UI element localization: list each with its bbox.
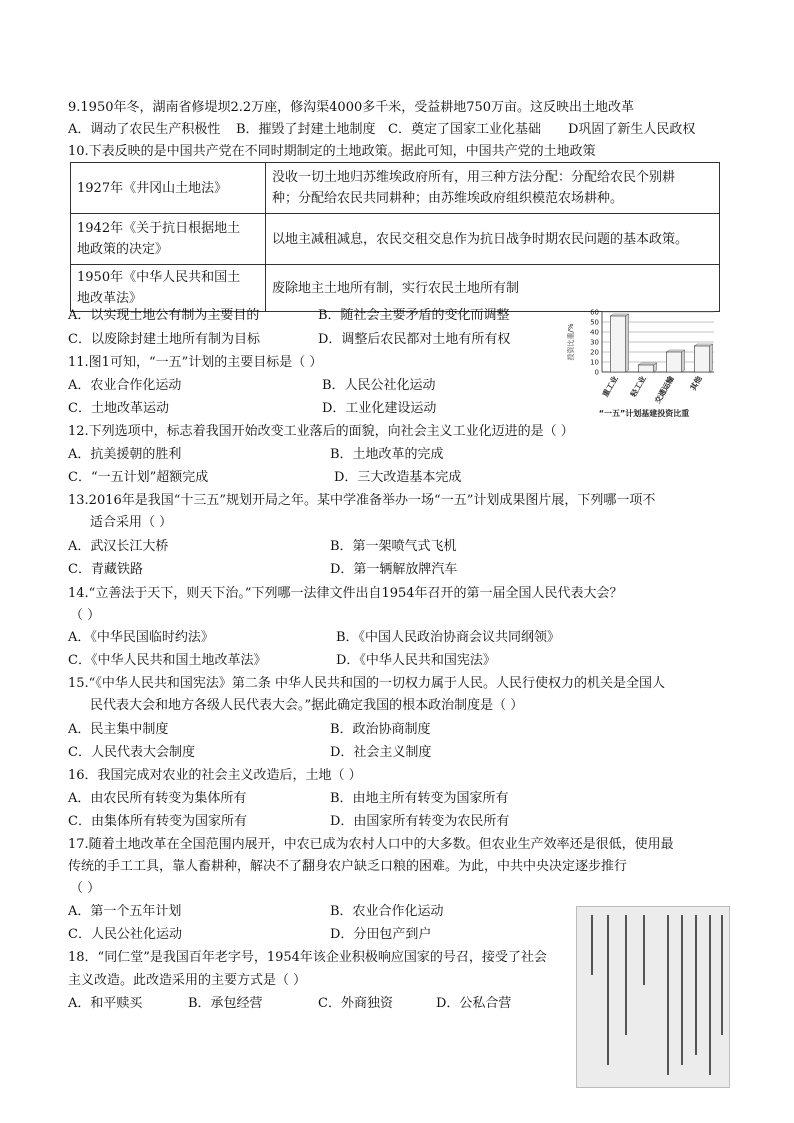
law-cell: 1950年《中华人民共和国土 地改革法》 <box>71 265 266 312</box>
q9-stem: 9.1950年冬，湖南省修堤坝2.2万座，修沟渠4000多千米，受益耕地750万亩。这反映出土地改革 <box>68 100 635 115</box>
q18-stem-line1: 18．“同仁堂”是我国百年老字号，1954年该企业积极响应国家的号召，接受了社会 <box>68 950 547 965</box>
q14-option-a[interactable]: A．《中华民国临时约法》 <box>68 630 214 645</box>
q10-option-b[interactable]: B．随社会主要矛盾的变化而调整 <box>318 308 510 323</box>
y-tick-label: 40 <box>590 328 599 337</box>
y-axis-label: 投资比重/% <box>567 323 575 361</box>
q9-option-d[interactable]: D巩固了新生人民政权 <box>568 122 696 137</box>
script-column <box>709 915 711 1075</box>
q13-option-b[interactable]: B．第一架喷气式飞机 <box>330 539 457 554</box>
q14-stem-line2: （ ） <box>70 608 101 623</box>
y-tick-label: 50 <box>590 318 599 327</box>
x-category-label: 重工业 <box>600 374 620 399</box>
y-tick-label: 30 <box>590 338 599 347</box>
q9-option-a[interactable]: A．调动了农民生产积极性 <box>68 122 221 137</box>
law-cell: 1927年《井冈山土地法》 <box>71 163 266 214</box>
script-column <box>591 915 593 975</box>
y-tick-label: 10 <box>590 358 599 367</box>
q18-option-a[interactable]: A．和平赎买 <box>68 996 143 1011</box>
q13-option-a[interactable]: A．武汉长江大桥 <box>68 539 169 554</box>
q12-option-a[interactable]: A．抗美援朝的胜利 <box>68 447 182 462</box>
q10-stem: 10.下表反映的是中国共产党在不同时期制定的土地政策。据此可知，中国共产党的土地政策 <box>68 144 596 159</box>
script-column <box>607 915 609 1065</box>
x-category-label: 其他 <box>688 374 704 392</box>
q12-option-d[interactable]: D．三大改造基本完成 <box>334 470 462 485</box>
q15-option-d[interactable]: D．社会主义制度 <box>330 745 432 760</box>
q11-option-b[interactable]: B．人民公社化运动 <box>322 378 436 393</box>
q16-option-a[interactable]: A．由农民所有转变为集体所有 <box>68 791 247 806</box>
x-category-label: 交通运输 <box>652 374 676 405</box>
q10-option-c[interactable]: C．以废除封建土地所有制为目标 <box>68 332 260 347</box>
q11-stem: 11.图1可知，“一五”计划的主要目标是（ ） <box>68 355 323 370</box>
bar-side <box>682 350 685 372</box>
q16-option-c[interactable]: C．由集体所有转变为国家所有 <box>68 814 247 829</box>
script-column <box>681 915 683 1065</box>
q16-option-b[interactable]: B．由地主所有转变为国家所有 <box>330 791 509 806</box>
q12-option-b[interactable]: B．土地改革的完成 <box>330 447 444 462</box>
q11-option-d[interactable]: D．工业化建设运动 <box>322 401 437 416</box>
table-row <box>71 265 720 312</box>
q13-option-c[interactable]: C．青藏铁路 <box>68 562 143 577</box>
y-tick-label: 0 <box>594 368 599 377</box>
q15-option-a[interactable]: A．民主集中制度 <box>68 722 169 737</box>
q14-option-d[interactable]: D．《中华人民共和国宪法》 <box>336 653 496 668</box>
y-tick-label: 20 <box>590 348 599 357</box>
table-row <box>71 163 720 214</box>
q16-stem: 16．我国完成对农业的社会主义改造后，土地（ ） <box>68 768 362 783</box>
q17-option-d[interactable]: D．分田包产到户 <box>330 927 432 942</box>
q17-option-c[interactable]: C．人民公社化运动 <box>68 927 182 942</box>
q14-option-b[interactable]: B．《中国人民政治协商会议共同纲领》 <box>336 630 561 645</box>
x-category-label: 轻工业 <box>628 374 648 399</box>
table-row <box>71 214 720 265</box>
q10-option-d[interactable]: D．调整后农民都对土地有所有权 <box>318 332 511 347</box>
q10-option-a[interactable]: A．以实现土地公有制为主要目的 <box>68 308 260 323</box>
q18-option-d[interactable]: D．公私合营 <box>436 996 512 1011</box>
script-column <box>695 915 697 1055</box>
q15-stem-line1: 15.“《中华人民共和国宪法》第二条 中华人民共和国的一切权力属于人民。人民行使权力的机关是全国人 <box>68 676 665 691</box>
q13-stem-line2: 适合采用（ ） <box>90 515 173 530</box>
q18-option-c[interactable]: C．外商独资 <box>318 996 393 1011</box>
investment-bar-chart <box>568 306 718 420</box>
q9-option-c[interactable]: C．奠定了国家工业化基础 <box>388 122 541 137</box>
bar <box>610 316 625 372</box>
policy-cell: 没收一切土地归苏维埃政府所有，用三种方法分配：分配给农民个别耕 种；分配给农民共同耕种；由苏维埃政府组织模范农场耕种。 <box>266 163 720 214</box>
q15-option-b[interactable]: B．政治协商制度 <box>330 722 431 737</box>
historical-document-image <box>576 906 730 1088</box>
q17-stem-line1: 17.随着土地改革在全国范围内展开，中农已成为农村人口中的大多数。但农业生产效率还是很低，使用最 <box>68 837 674 852</box>
q13-stem-line1: 13.2016年是我国“十三五”规划开局之年。某中学准备举办一场“一五”计划成果图片展，下列哪一项不 <box>68 493 656 508</box>
q16-option-d[interactable]: D．由国家所有转变为农民所有 <box>330 814 510 829</box>
policy-cell: 废除地主土地所有制，实行农民土地所有制 <box>266 265 720 312</box>
q9-option-b[interactable]: B．摧毁了封建土地制度 <box>236 122 376 137</box>
script-column <box>721 915 723 1035</box>
bar-side <box>710 344 713 372</box>
land-policy-table <box>70 162 720 312</box>
q14-stem-line1: 14.“立善法于天下，则天下治。”下列哪一法律文件出自1954年召开的第一届全国人民代表大会？ <box>68 586 623 601</box>
q12-option-c[interactable]: C．“一五计划”超额完成 <box>68 470 209 485</box>
bar <box>666 352 681 372</box>
q17-option-b[interactable]: B．农业合作化运动 <box>330 904 444 919</box>
script-column <box>667 915 669 1075</box>
script-column <box>625 915 627 1035</box>
q14-option-c[interactable]: C．《中华人民共和国土地改革法》 <box>68 653 267 668</box>
q15-option-c[interactable]: C．人民代表大会制度 <box>68 745 195 760</box>
q12-stem: 12.下列选项中，标志着我国开始改变工业落后的面貌，向社会主义工业化迈进的是（ ） <box>68 424 574 439</box>
chart-title: “一五”计划基建投资比重 <box>598 409 690 418</box>
y-tick-label: 60 <box>590 308 599 317</box>
q11-option-a[interactable]: A．农业合作化运动 <box>68 378 182 393</box>
q13-option-d[interactable]: D．第一辆解放牌汽车 <box>330 562 458 577</box>
bar-side <box>626 314 629 372</box>
q17-stem-line3: （ ） <box>70 881 101 896</box>
q15-stem-line2: 民代表大会和地方各级人民代表大会。”据此确定我国的根本政治制度是（ ） <box>90 698 524 713</box>
bar <box>638 365 653 372</box>
bar <box>694 346 709 372</box>
q11-option-c[interactable]: C．土地改革运动 <box>68 401 169 416</box>
script-column <box>643 915 645 985</box>
q18-option-b[interactable]: B．承包经营 <box>188 996 263 1011</box>
q17-stem-line2: 传统的手工工具，靠人畜耕种，解决不了翻身农户缺乏口粮的困难。为此，中共中央决定逐步推行 <box>68 859 628 874</box>
policy-cell: 以地主减租减息，农民交租交息作为抗日战争时期农民问题的基本政策。 <box>266 214 720 265</box>
q17-option-a[interactable]: A．第一个五年计划 <box>68 904 182 919</box>
law-cell: 1942年《关于抗日根据地土 地政策的决定》 <box>71 214 266 265</box>
q18-stem-line2: 主义改造。此改造采用的主要方式是（ ） <box>68 973 307 988</box>
